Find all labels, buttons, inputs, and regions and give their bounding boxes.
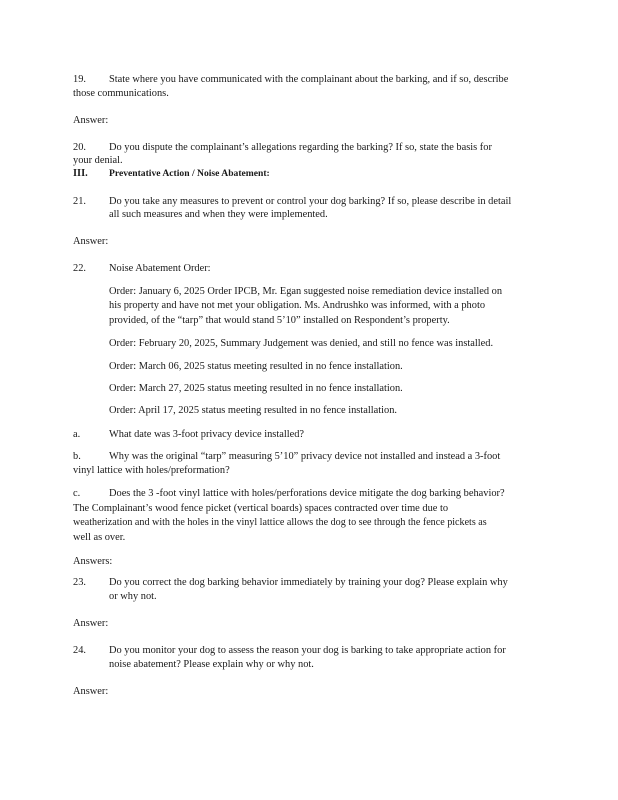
question-24-line-1: Do you monitor your dog to assess the reason your dog is barking to take appropriate action for [109, 645, 506, 656]
question-22-number: 22. [73, 263, 86, 274]
order-1-line-1: Order: January 6, 2025 Order IPCB, Mr. Egan suggested noise remediation device installed on [109, 286, 503, 297]
order-1-line-3: provided, of the “tarp” that would stand 5’10” installed on Respondent’s property. [109, 315, 450, 326]
question-19-number: 19. [73, 74, 86, 85]
question-22c-label: c. [73, 488, 81, 499]
question-20-number: 20. [73, 142, 86, 153]
question-20-line-1: Do you dispute the complainant’s allegations regarding the barking? If so, state the basis for [109, 142, 492, 153]
section-3-number: III. [73, 168, 88, 179]
question-19-line-2: those communications. [73, 88, 169, 99]
question-23-line-1: Do you correct the dog barking behavior immediately by training your dog? Please explain why [109, 577, 508, 588]
question-22b-line-1: Why was the original “tarp” measuring 5’10” privacy device not installed and instead a 3-foot [109, 451, 501, 462]
question-21-line-2: all such measures and when they were implemented. [109, 209, 328, 220]
question-22c-line-3: weatherization and with the holes in the vinyl lattice allows the dog to see through the fence pickets as [73, 517, 487, 528]
question-21-line-1: Do you take any measures to prevent or control your dog barking? If so, please describe in detail [109, 196, 512, 207]
question-23-line-2: or why not. [109, 591, 157, 602]
order-1-line-2: his property and have not met your obligation. Ms. Andrushko was informed, with a photo [109, 300, 486, 311]
answers-22-label: Answers: [73, 556, 113, 567]
question-24-number: 24. [73, 645, 86, 656]
answer-23-label: Answer: [73, 618, 109, 629]
order-4: Order: March 27, 2025 status meeting resulted in no fence installation. [109, 383, 403, 394]
question-22c-line-4: well as over. [73, 532, 126, 543]
question-22a-label: a. [73, 429, 81, 440]
question-23-number: 23. [73, 577, 86, 588]
order-5: Order: April 17, 2025 status meeting resulted in no fence installation. [109, 405, 397, 416]
question-19-line-1: State where you have communicated with the complainant about the barking, and if so, describe [109, 74, 509, 85]
order-2: Order: February 20, 2025, Summary Judgement was denied, and still no fence was installed. [109, 338, 494, 349]
question-22c-line-1: Does the 3 -foot vinyl lattice with holes/perforations device mitigate the dog barking behavior? [109, 488, 505, 499]
question-22-title: Noise Abatement Order: [109, 263, 211, 274]
question-22b-line-2: vinyl lattice with holes/preformation? [73, 465, 230, 476]
order-3: Order: March 06, 2025 status meeting resulted in no fence installation. [109, 361, 403, 372]
question-22a-text: What date was 3-foot privacy device installed? [109, 429, 305, 440]
question-20-line-2: your denial. [73, 155, 123, 166]
question-24-line-2: noise abatement? Please explain why or why not. [109, 659, 314, 670]
question-22b-label: b. [73, 451, 81, 462]
answer-21-label: Answer: [73, 236, 109, 247]
question-21-number: 21. [73, 196, 86, 207]
section-3-title: Preventative Action / Noise Abatement: [109, 168, 270, 179]
question-22c-line-2: The Complainant’s wood fence picket (vertical boards) spaces contracted over time due to [73, 503, 449, 514]
answer-24-label: Answer: [73, 686, 109, 697]
answer-19-label: Answer: [73, 115, 109, 126]
